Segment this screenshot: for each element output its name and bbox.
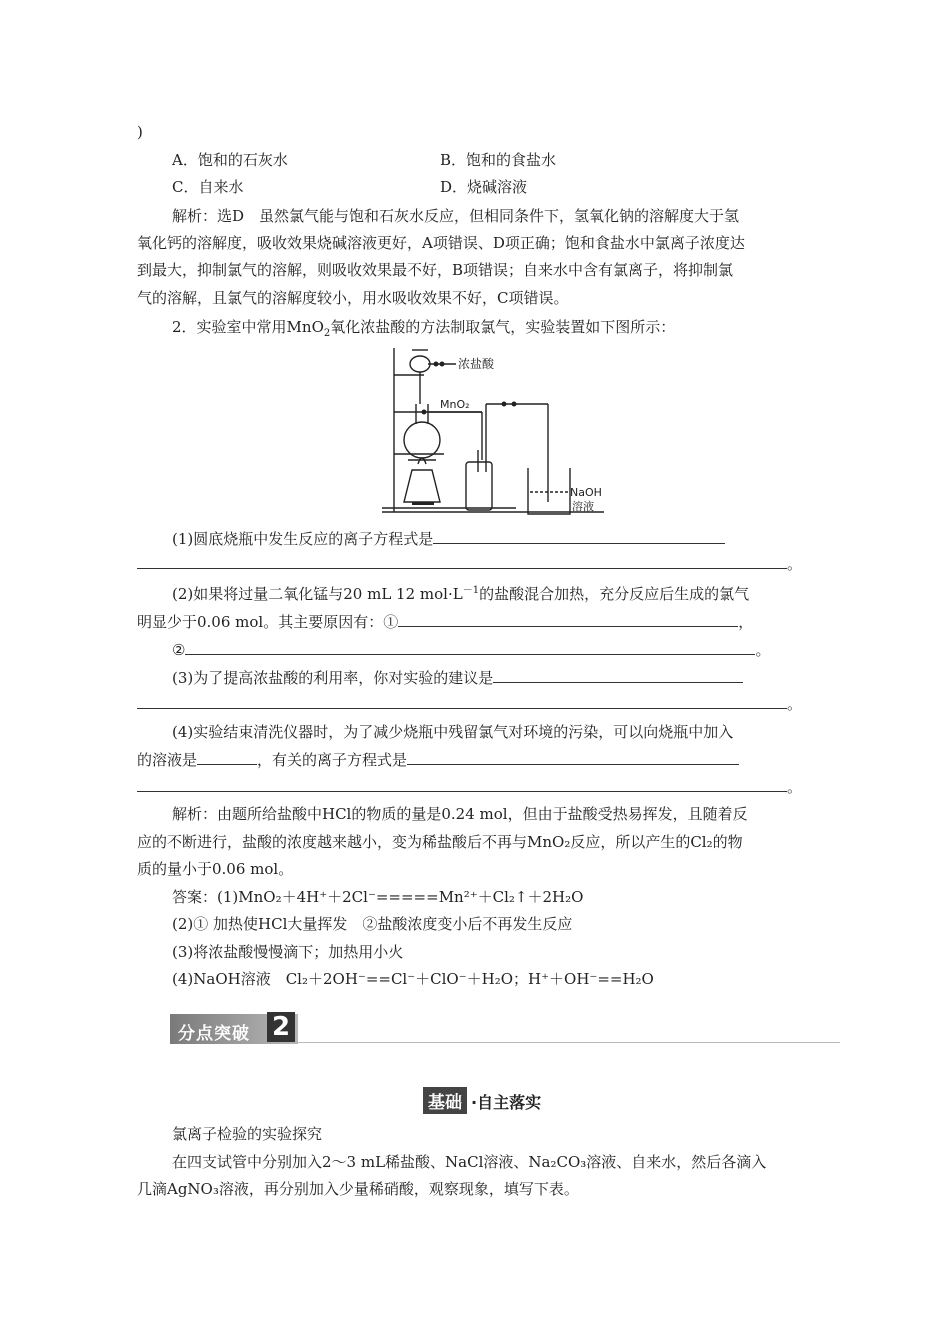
q2-part1-cont (137, 553, 802, 574)
subsection-rest: ·自主落实 (471, 1093, 542, 1112)
period: 。 (787, 778, 803, 796)
section-label: 分点突破 (178, 1024, 250, 1044)
q2-part2-reason-prompt: 明显少于0.06 mol。其主要原因有：① (137, 613, 399, 631)
answer-line: (2)① 加热使HCl大量挥发 ②盐酸浓度变小后不再发生反应 (172, 915, 573, 933)
q2-part2-text-b: 的盐酸混合加热，充分反应后生成的氯气 (479, 585, 750, 603)
q2-part4-text-a: 的溶液是 (137, 751, 198, 769)
q2-part2-text-a: (2)如果将过量二氧化锰与20 mL 12 mol·L (172, 585, 463, 603)
q2-stem-part-b: 氧化浓盐酸的方法制取氯气，实验装置如下图所示： (330, 318, 676, 336)
q2-part3 (172, 667, 743, 688)
q2-part4-line2 (137, 749, 739, 770)
q2-part4-cont (137, 776, 802, 797)
q2-analysis-line: 应的不断进行，盐酸的浓度越来越小，变为稀盐酸后不再与MnO₂反应，所以产生的Cl₂的物 (137, 833, 743, 851)
option-d: D．烧碱溶液 (440, 178, 528, 196)
label-mno2: MnO₂ (440, 398, 470, 411)
answer-line: (4)NaOH溶液 Cl₂＋2OH⁻==Cl⁻＋ClO⁻＋H₂O；H⁺＋OH⁻==H₂O (172, 970, 654, 988)
answer-blank[interactable] (433, 528, 725, 544)
answer-blank[interactable] (137, 693, 787, 709)
q2-part2-sup: －1 (462, 585, 480, 596)
comma: ， (738, 613, 754, 631)
answer-blank[interactable] (185, 639, 755, 655)
period: 。 (787, 555, 803, 573)
q2-part1 (172, 528, 725, 549)
subsection-box: 基础 (423, 1087, 467, 1114)
body-line: 在四支试管中分别加入2～3 mL稀盐酸、NaCl溶液、Na₂CO₃溶液、自来水，然后各滴入 (172, 1153, 767, 1171)
period: 。 (755, 641, 771, 659)
apparatus-figure (378, 342, 618, 522)
option-a: A．饱和的石灰水 (172, 151, 288, 169)
answer-blank[interactable] (398, 611, 738, 627)
q2-part4-text-b: ，有关的离子方程式是 (257, 751, 408, 769)
label-solution: 溶液 (572, 500, 594, 513)
q2-stem-part-a: 2．实验室中常用MnO (172, 318, 324, 336)
q1-analysis-line: 解析：选D 虽然氯气能与饱和石灰水反应，但相同条件下，氢氧化钠的溶解度大于氢 (172, 207, 740, 225)
subsection-heading (423, 1087, 541, 1113)
answer-line: (3)将浓盐酸慢慢滴下；加热用小火 (172, 943, 404, 961)
q2-part3-cont (137, 693, 802, 714)
q1-analysis-line: 氧化钙的溶解度，吸收效果烧碱溶液更好，A项错误、D项正确；饱和食盐水中氯离子浓度达 (137, 234, 745, 252)
label-concentrated-hcl: 浓盐酸 (458, 357, 495, 371)
circle-two: ② (172, 641, 186, 659)
option-b: B．饱和的食盐水 (440, 151, 557, 169)
answer-blank[interactable] (137, 553, 787, 569)
topic-title: 氯离子检验的实验探究 (172, 1125, 323, 1143)
q2-part1-prompt: (1)圆底烧瓶中发生反应的离子方程式是 (172, 530, 434, 548)
q2-analysis-line: 质的量小于0.06 mol。 (137, 860, 294, 878)
body-line: 几滴AgNO₃溶液，再分别加入少量稀硝酸，观察现象，填写下表。 (137, 1180, 579, 1198)
section-divider (298, 1042, 840, 1043)
option-c: C．自来水 (172, 178, 244, 196)
section-header (170, 1012, 840, 1046)
answer-blank[interactable] (197, 749, 257, 765)
answer-blank[interactable] (407, 749, 739, 765)
section-number: 2 (267, 1012, 295, 1042)
q2-stem: 2．实验室中常用MnO$_2$氧化浓盐酸的方法制取氯气，实验装置如下图所示： (172, 318, 676, 339)
period: 。 (787, 695, 803, 713)
answer-blank[interactable] (137, 776, 787, 792)
q2-part3-prompt: (3)为了提高浓盐酸的利用率，你对实验的建议是 (172, 669, 494, 687)
q1-analysis-line: 到最大，抑制氯气的溶解，则吸收效果最不好，B项错误；自来水中含有氯离子，将抑制氯 (137, 261, 734, 279)
q2-part2-line3 (172, 639, 770, 660)
answer-line: 答案：(1)MnO₂＋4H⁺＋2Cl⁻=====Mn²⁺＋Cl₂↑＋2H₂O (172, 888, 584, 906)
q2-analysis-line: 解析：由题所给盐酸中HCl的物质的量是0.24 mol，但由于盐酸受热易挥发，且随着反 (172, 805, 748, 823)
label-naoh: NaOH (570, 486, 602, 499)
q2-part2-line2 (137, 611, 753, 632)
q1-analysis-line: 气的溶解，且氯气的溶解度较小，用水吸收效果不好，C项错误。 (137, 289, 569, 307)
answer-blank[interactable] (493, 667, 743, 683)
q2-part4: (4)实验结束清洗仪器时，为了减少烧瓶中残留氯气对环境的污染，可以向烧瓶中加入 (172, 723, 734, 741)
q2-part2 (172, 584, 749, 604)
q1-stem-tail: ) (137, 123, 143, 141)
